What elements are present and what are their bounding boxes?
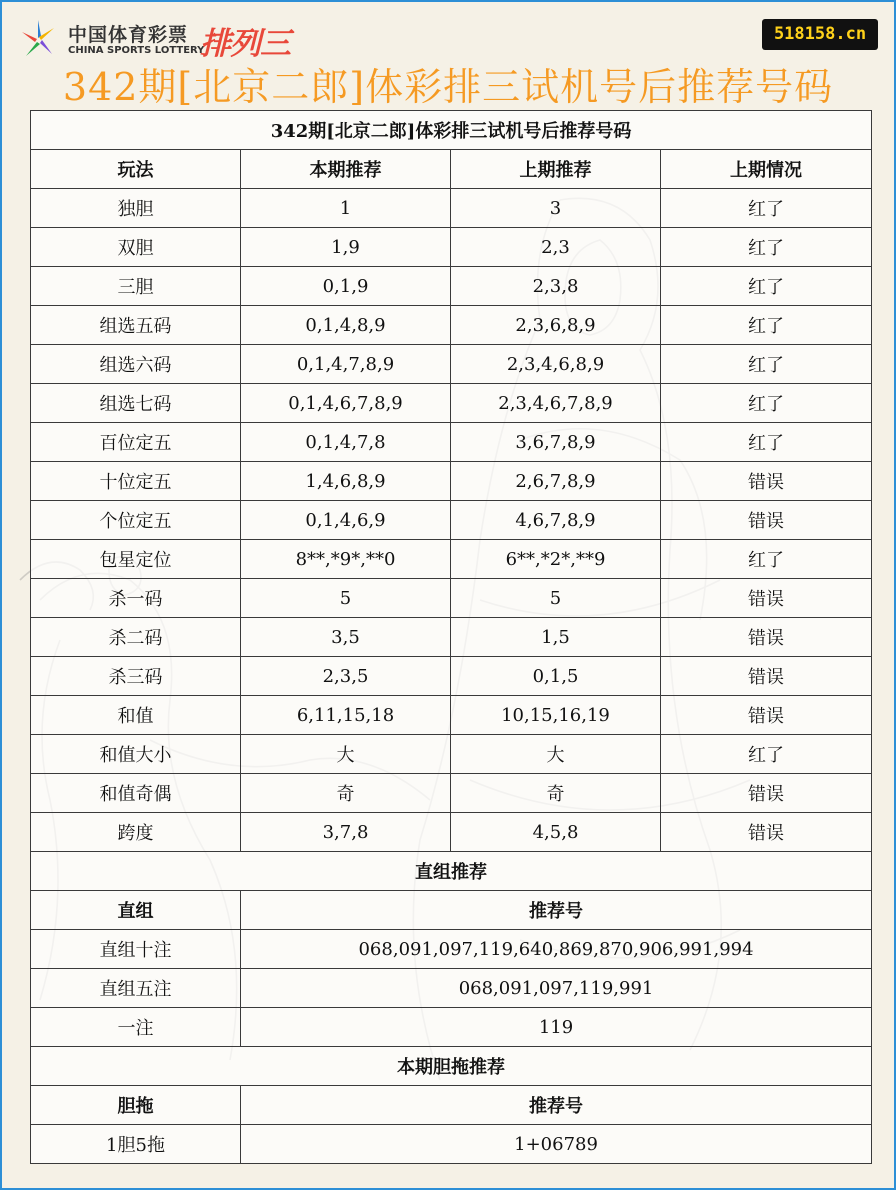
previous-recommendation-cell: 6**,*2*,**9 [451, 540, 661, 579]
play-type-cell: 组选五码 [31, 306, 241, 345]
play-type-cell: 百位定五 [31, 423, 241, 462]
previous-recommendation-cell: 2,6,7,8,9 [451, 462, 661, 501]
table-row [31, 384, 872, 423]
table-row [31, 813, 872, 852]
table-row [31, 423, 872, 462]
table-row [31, 774, 872, 813]
section-row-value: 068,091,097,119,991 [241, 969, 872, 1008]
previous-result-cell: 红了 [661, 423, 872, 462]
previous-recommendation-cell: 奇 [451, 774, 661, 813]
logo-chinese-text: 中国体育彩票 [68, 24, 189, 46]
previous-result-cell: 错误 [661, 579, 872, 618]
current-recommendation-cell: 0,1,4,7,8 [241, 423, 451, 462]
column-header: 上期情况 [661, 150, 872, 189]
table-row [31, 930, 872, 969]
section-header-row [31, 891, 872, 930]
section-row-label: 1胆5拖 [31, 1125, 241, 1164]
previous-result-cell: 错误 [661, 813, 872, 852]
recommendation-table [30, 110, 872, 1164]
table-caption: 342期[北京二郎]体彩排三试机号后推荐号码 [31, 111, 872, 150]
current-recommendation-cell: 5 [241, 579, 451, 618]
section-row-label: 直组五注 [31, 969, 241, 1008]
section-row-value: 1+06789 [241, 1125, 872, 1164]
play-type-cell: 个位定五 [31, 501, 241, 540]
section-row-label: 一注 [31, 1008, 241, 1047]
table-row [31, 618, 872, 657]
current-recommendation-cell: 2,3,5 [241, 657, 451, 696]
previous-result-cell: 红了 [661, 228, 872, 267]
previous-recommendation-cell: 5 [451, 579, 661, 618]
previous-recommendation-cell: 2,3,4,6,7,8,9 [451, 384, 661, 423]
previous-recommendation-cell: 2,3 [451, 228, 661, 267]
previous-result-cell: 错误 [661, 774, 872, 813]
table-row [31, 696, 872, 735]
table-row [31, 306, 872, 345]
section-row-value: 068,091,097,119,640,869,870,906,991,994 [241, 930, 872, 969]
table-row [31, 1125, 872, 1164]
previous-recommendation-cell: 2,3,8 [451, 267, 661, 306]
column-header: 本期推荐 [241, 150, 451, 189]
section-title: 直组推荐 [31, 852, 872, 891]
current-recommendation-cell: 0,1,4,7,8,9 [241, 345, 451, 384]
play-type-cell: 杀一码 [31, 579, 241, 618]
current-recommendation-cell: 1,9 [241, 228, 451, 267]
play-type-cell: 和值 [31, 696, 241, 735]
previous-result-cell: 红了 [661, 306, 872, 345]
previous-recommendation-cell: 2,3,4,6,8,9 [451, 345, 661, 384]
previous-result-cell: 红了 [661, 345, 872, 384]
section-title: 本期胆拖推荐 [31, 1047, 872, 1086]
current-recommendation-cell: 0,1,9 [241, 267, 451, 306]
previous-result-cell: 错误 [661, 618, 872, 657]
game-name-logo: 排列三 [200, 26, 290, 62]
previous-recommendation-cell: 0,1,5 [451, 657, 661, 696]
play-type-cell: 三胆 [31, 267, 241, 306]
previous-recommendation-cell: 3,6,7,8,9 [451, 423, 661, 462]
table-row [31, 1008, 872, 1047]
table-row [31, 579, 872, 618]
previous-recommendation-cell: 4,5,8 [451, 813, 661, 852]
section-header-label: 直组 [31, 891, 241, 930]
table-row [31, 657, 872, 696]
play-type-cell: 和值奇偶 [31, 774, 241, 813]
play-type-cell: 和值大小 [31, 735, 241, 774]
section-header-row [31, 1086, 872, 1125]
table-caption-row [31, 111, 872, 150]
previous-result-cell: 错误 [661, 501, 872, 540]
section-header-value: 推荐号 [241, 1086, 872, 1125]
play-type-cell: 双胆 [31, 228, 241, 267]
table-header-row [31, 150, 872, 189]
column-header: 玩法 [31, 150, 241, 189]
previous-result-cell: 红了 [661, 189, 872, 228]
table-row [31, 501, 872, 540]
previous-result-cell: 错误 [661, 657, 872, 696]
play-type-cell: 杀二码 [31, 618, 241, 657]
previous-recommendation-cell: 1,5 [451, 618, 661, 657]
current-recommendation-cell: 大 [241, 735, 451, 774]
section-row-label: 直组十注 [31, 930, 241, 969]
current-recommendation-cell: 奇 [241, 774, 451, 813]
current-recommendation-cell: 0,1,4,6,9 [241, 501, 451, 540]
current-recommendation-cell: 6,11,15,18 [241, 696, 451, 735]
previous-recommendation-cell: 大 [451, 735, 661, 774]
previous-result-cell: 红了 [661, 735, 872, 774]
table-row [31, 969, 872, 1008]
previous-recommendation-cell: 3 [451, 189, 661, 228]
logo-english-text: CHINA SPORTS LOTTERY [68, 45, 205, 56]
current-recommendation-cell: 3,5 [241, 618, 451, 657]
lottery-emblem-icon [18, 18, 60, 60]
current-recommendation-cell: 1,4,6,8,9 [241, 462, 451, 501]
play-type-cell: 跨度 [31, 813, 241, 852]
table-row [31, 462, 872, 501]
previous-result-cell: 错误 [661, 462, 872, 501]
section-row-value: 119 [241, 1008, 872, 1047]
current-recommendation-cell: 0,1,4,6,7,8,9 [241, 384, 451, 423]
page-title: 342期[北京二郎]体彩排三试机号后推荐号码 [62, 65, 834, 109]
site-badge[interactable]: 518158.cn [762, 19, 878, 50]
previous-recommendation-cell: 10,15,16,19 [451, 696, 661, 735]
previous-recommendation-cell: 2,3,6,8,9 [451, 306, 661, 345]
play-type-cell: 组选七码 [31, 384, 241, 423]
previous-recommendation-cell: 4,6,7,8,9 [451, 501, 661, 540]
play-type-cell: 组选六码 [31, 345, 241, 384]
section-title-row [31, 1047, 872, 1086]
previous-result-cell: 错误 [661, 696, 872, 735]
previous-result-cell: 红了 [661, 540, 872, 579]
section-header-label: 胆拖 [31, 1086, 241, 1125]
column-header: 上期推荐 [451, 150, 661, 189]
table-row [31, 735, 872, 774]
play-type-cell: 包星定位 [31, 540, 241, 579]
table-row [31, 267, 872, 306]
play-type-cell: 十位定五 [31, 462, 241, 501]
table-row [31, 345, 872, 384]
previous-result-cell: 红了 [661, 267, 872, 306]
play-type-cell: 杀三码 [31, 657, 241, 696]
current-recommendation-cell: 8**,*9*,**0 [241, 540, 451, 579]
table-row [31, 540, 872, 579]
current-recommendation-cell: 3,7,8 [241, 813, 451, 852]
section-header-value: 推荐号 [241, 891, 872, 930]
section-title-row [31, 852, 872, 891]
play-type-cell: 独胆 [31, 189, 241, 228]
table-row [31, 189, 872, 228]
current-recommendation-cell: 0,1,4,8,9 [241, 306, 451, 345]
table-row [31, 228, 872, 267]
previous-result-cell: 红了 [661, 384, 872, 423]
current-recommendation-cell: 1 [241, 189, 451, 228]
